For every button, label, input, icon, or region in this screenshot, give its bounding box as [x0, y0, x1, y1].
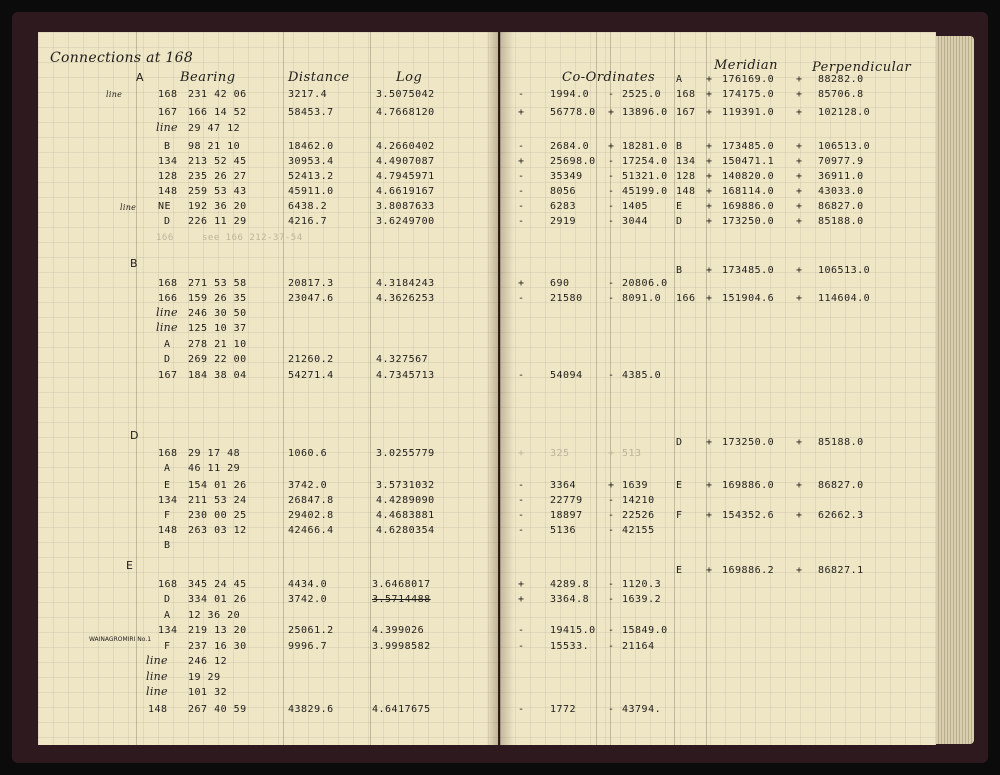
meridian-stn: E	[676, 480, 683, 491]
column-rule	[706, 32, 707, 745]
row-log: 4.7668120	[376, 107, 435, 118]
row-log: 3.9998582	[372, 641, 431, 652]
group-label: B	[130, 257, 139, 270]
coord-c2: 43794.	[622, 704, 662, 715]
coord-c1: 21580	[550, 293, 583, 304]
meridian-stn: D	[676, 437, 683, 448]
row-distance: 20817.3	[288, 278, 334, 289]
meridian-perp: 85188.0	[818, 216, 864, 227]
row-distance: 45911.0	[288, 186, 334, 197]
row-bearing: 271 53 58	[188, 278, 247, 289]
row-log: 4.4683881	[376, 510, 435, 521]
row-bearing: 235 26 27	[188, 171, 247, 182]
meridian-s2: +	[796, 141, 803, 152]
coord-s1: -	[518, 525, 525, 536]
header-log: Log	[396, 70, 423, 85]
coord-c2: 20806.0	[622, 278, 668, 289]
row-bearing: 166 14 52	[188, 107, 247, 118]
row-log: 3.6249700	[376, 216, 435, 227]
meridian-stn: E	[676, 565, 683, 576]
row-station: E	[164, 480, 171, 491]
coord-s1: -	[518, 510, 525, 521]
row-distance: 25061.2	[288, 625, 334, 636]
row-station: 134	[158, 625, 178, 636]
coord-s1: -	[518, 704, 525, 715]
row-bearing: 98 21 10	[188, 141, 241, 152]
meridian-s1: +	[706, 437, 713, 448]
header-coordinates: Co-Ordinates	[562, 70, 656, 85]
meridian-s1: +	[706, 156, 713, 167]
meridian-s1: +	[706, 107, 713, 118]
coord-s2: -	[608, 278, 615, 289]
meridian-mer: 176169.0	[722, 74, 775, 85]
row-log: 3.6468017	[372, 579, 431, 590]
meridian-mer: 169886.0	[722, 201, 775, 212]
group-label: D	[130, 429, 139, 442]
coord-c2: 8091.0	[622, 293, 662, 304]
meridian-mer: 150471.1	[722, 156, 775, 167]
coord-s2: -	[608, 370, 615, 381]
row-station: line	[146, 670, 168, 683]
coord-s2: -	[608, 704, 615, 715]
meridian-s2: +	[796, 171, 803, 182]
coord-s1: -	[518, 216, 525, 227]
row-distance: 9996.7	[288, 641, 328, 652]
row-station: 168	[158, 579, 178, 590]
row-bearing: 269 22 00	[188, 354, 247, 365]
row-station: B	[164, 141, 171, 152]
row-station: 168	[158, 448, 178, 459]
meridian-perp: 102128.0	[818, 107, 871, 118]
meridian-s2: +	[796, 216, 803, 227]
meridian-perp: 85188.0	[818, 437, 864, 448]
coord-s1: +	[518, 448, 525, 459]
meridian-s2: +	[796, 74, 803, 85]
row-station: line	[156, 306, 178, 319]
row-station: 134	[158, 495, 178, 506]
row-bearing: 101 32	[188, 687, 228, 698]
row-distance: 21260.2	[288, 354, 334, 365]
meridian-s1: +	[706, 201, 713, 212]
meridian-perp: 85706.8	[818, 89, 864, 100]
row-bearing: 246 12	[188, 656, 228, 667]
coord-s1: -	[518, 89, 525, 100]
meridian-perp: 62662.3	[818, 510, 864, 521]
coord-s2: +	[608, 107, 615, 118]
row-log: 4.7345713	[376, 370, 435, 381]
row-log: 4.6417675	[372, 704, 431, 715]
row-station: 148	[158, 186, 178, 197]
header-distance: Distance	[288, 70, 350, 85]
coord-s2: -	[608, 525, 615, 536]
coord-c2: 4385.0	[622, 370, 662, 381]
row-log: 4.7945971	[376, 171, 435, 182]
coord-c2: 45199.0	[622, 186, 668, 197]
row-distance: 6438.2	[288, 201, 328, 212]
header-meridian: Meridian	[714, 58, 778, 73]
coord-s1: -	[518, 495, 525, 506]
row-log: 4.3184243	[376, 278, 435, 289]
meridian-perp: 88282.0	[818, 74, 864, 85]
row-station: line	[156, 121, 178, 134]
coord-s2: -	[608, 625, 615, 636]
meridian-stn: B	[676, 265, 683, 276]
coord-c1: 19415.0	[550, 625, 596, 636]
coord-c2: 17254.0	[622, 156, 668, 167]
coord-c2: 1639.2	[622, 594, 662, 605]
row-bearing: 184 38 04	[188, 370, 247, 381]
coord-s1: +	[518, 156, 525, 167]
row-bearing: 278 21 10	[188, 339, 247, 350]
meridian-perp: 70977.9	[818, 156, 864, 167]
meridian-stn: 128	[676, 171, 696, 182]
coord-c2: 2525.0	[622, 89, 662, 100]
meridian-stn: E	[676, 201, 683, 212]
row-log: 3.8087633	[376, 201, 435, 212]
row-tag: line	[120, 203, 137, 212]
row-tag: line	[106, 90, 123, 99]
row-station: 166	[158, 293, 178, 304]
coord-s2: -	[608, 579, 615, 590]
row-distance: 3217.4	[288, 89, 328, 100]
row-log: 3.0255779	[376, 448, 435, 459]
meridian-s2: +	[796, 186, 803, 197]
row-bearing: 192 36 20	[188, 201, 247, 212]
row-station: A	[164, 339, 171, 350]
row-log: 4.2660402	[376, 141, 435, 152]
meridian-perp: 86827.0	[818, 201, 864, 212]
row-log: 4.6619167	[376, 186, 435, 197]
coord-c2: 13896.0	[622, 107, 668, 118]
row-bearing: 231 42 06	[188, 89, 247, 100]
row-station: B	[164, 540, 171, 551]
coord-s1: +	[518, 278, 525, 289]
row-station: A	[164, 463, 171, 474]
meridian-s1: +	[706, 265, 713, 276]
row-log: 3.5714488	[372, 594, 431, 605]
row-station: NE	[158, 201, 172, 212]
coord-s2: -	[608, 641, 615, 652]
meridian-mer: 168114.0	[722, 186, 775, 197]
meridian-s1: +	[706, 565, 713, 576]
row-distance: 54271.4	[288, 370, 334, 381]
meridian-stn: 166	[676, 293, 696, 304]
row-distance: 1060.6	[288, 448, 328, 459]
meridian-mer: 174175.0	[722, 89, 775, 100]
coord-s1: -	[518, 293, 525, 304]
coord-s1: -	[518, 201, 525, 212]
row-distance: 43829.6	[288, 704, 334, 715]
coord-s1: +	[518, 579, 525, 590]
coord-s2: -	[608, 495, 615, 506]
row-station: 168	[158, 89, 178, 100]
row-station: D	[164, 594, 171, 605]
meridian-s1: +	[706, 186, 713, 197]
row-note: see 166 212-37-54	[202, 233, 303, 243]
row-bearing: 46 11 29	[188, 463, 241, 474]
meridian-s1: +	[706, 480, 713, 491]
coord-c1: 5136	[550, 525, 577, 536]
row-distance: 30953.4	[288, 156, 334, 167]
row-bearing: 345 24 45	[188, 579, 247, 590]
meridian-stn: 148	[676, 186, 696, 197]
row-station: D	[164, 216, 171, 227]
row-station: 148	[158, 525, 178, 536]
column-rule	[370, 32, 371, 745]
row-bearing: 230 00 25	[188, 510, 247, 521]
meridian-s2: +	[796, 510, 803, 521]
column-rule	[674, 32, 675, 745]
coord-s2: -	[608, 186, 615, 197]
coord-c1: 56778.0	[550, 107, 596, 118]
coord-c1: 25698.0	[550, 156, 596, 167]
row-log: 3.5075042	[376, 89, 435, 100]
meridian-mer: 173250.0	[722, 216, 775, 227]
row-station: F	[164, 510, 171, 521]
meridian-stn: 167	[676, 107, 696, 118]
row-station: line	[146, 685, 168, 698]
coord-c1: 2684.0	[550, 141, 590, 152]
row-log: 4.399026	[372, 625, 425, 636]
meridian-stn: D	[676, 216, 683, 227]
meridian-perp: 106513.0	[818, 265, 871, 276]
coord-c1: 35349	[550, 171, 583, 182]
meridian-stn: 134	[676, 156, 696, 167]
row-station: 134	[158, 156, 178, 167]
coord-s2: -	[608, 293, 615, 304]
coord-s1: +	[518, 594, 525, 605]
coord-s2: -	[608, 171, 615, 182]
row-log: 4.4907087	[376, 156, 435, 167]
meridian-s2: +	[796, 480, 803, 491]
row-log: 4.327567	[376, 354, 429, 365]
meridian-s2: +	[796, 265, 803, 276]
row-bearing: 29 17 48	[188, 448, 241, 459]
row-distance: 3742.0	[288, 594, 328, 605]
meridian-s2: +	[796, 201, 803, 212]
row-bearing: 159 26 35	[188, 293, 247, 304]
row-log: 4.6280354	[376, 525, 435, 536]
meridian-s2: +	[796, 293, 803, 304]
coord-s1: -	[518, 186, 525, 197]
coord-c2: 1120.3	[622, 579, 662, 590]
column-rule	[283, 32, 284, 745]
coord-s1: -	[518, 641, 525, 652]
coord-c1: 22779	[550, 495, 583, 506]
coord-c1: 1994.0	[550, 89, 590, 100]
row-station: 166	[156, 233, 174, 243]
row-station: line	[146, 654, 168, 667]
row-distance: 23047.6	[288, 293, 334, 304]
row-bearing: 246 30 50	[188, 308, 247, 319]
right-page	[500, 32, 936, 745]
coord-c1: 15533.	[550, 641, 590, 652]
coord-s2: +	[608, 480, 615, 491]
meridian-s2: +	[796, 156, 803, 167]
coord-c2: 22526	[622, 510, 655, 521]
coord-c1: 3364	[550, 480, 577, 491]
meridian-s1: +	[706, 141, 713, 152]
row-distance: 42466.4	[288, 525, 334, 536]
row-distance: 3742.0	[288, 480, 328, 491]
meridian-s1: +	[706, 293, 713, 304]
row-distance: 4216.7	[288, 216, 328, 227]
coord-c1: 3364.8	[550, 594, 590, 605]
row-distance: 26847.8	[288, 495, 334, 506]
row-log: 4.4289090	[376, 495, 435, 506]
row-station: D	[164, 354, 171, 365]
row-distance: 58453.7	[288, 107, 334, 118]
meridian-mer: 140820.0	[722, 171, 775, 182]
station-note: WAINAGROMIRI No.1	[88, 636, 152, 643]
row-log: 4.3626253	[376, 293, 435, 304]
coord-s2: -	[608, 89, 615, 100]
row-station: 128	[158, 171, 178, 182]
coord-s2: -	[608, 201, 615, 212]
row-bearing: 237 16 30	[188, 641, 247, 652]
meridian-perp: 86827.0	[818, 480, 864, 491]
coord-c1: 6283	[550, 201, 577, 212]
row-bearing: 154 01 26	[188, 480, 247, 491]
row-bearing: 12 36 20	[188, 610, 241, 621]
row-distance: 4434.0	[288, 579, 328, 590]
meridian-stn: A	[676, 74, 683, 85]
coord-c2: 42155	[622, 525, 655, 536]
meridian-perp: 106513.0	[818, 141, 871, 152]
group-label: E	[126, 559, 134, 572]
coord-c1: 690	[550, 278, 570, 289]
coord-c1: 4289.8	[550, 579, 590, 590]
row-bearing: 19 29	[188, 672, 221, 683]
book-gutter	[486, 32, 514, 745]
meridian-perp: 86827.1	[818, 565, 864, 576]
meridian-stn: F	[676, 510, 683, 521]
left-page	[38, 32, 498, 745]
coord-s1: -	[518, 625, 525, 636]
coord-c2: 1405	[622, 201, 649, 212]
group-label: A	[136, 71, 145, 84]
coord-s2: -	[608, 510, 615, 521]
meridian-mer: 173250.0	[722, 437, 775, 448]
meridian-mer: 151904.6	[722, 293, 775, 304]
coord-s1: -	[518, 171, 525, 182]
row-station: F	[164, 641, 171, 652]
meridian-mer: 119391.0	[722, 107, 775, 118]
coord-c2: 15849.0	[622, 625, 668, 636]
row-bearing: 211 53 24	[188, 495, 247, 506]
row-log: 3.5731032	[376, 480, 435, 491]
meridian-perp: 36911.0	[818, 171, 864, 182]
row-bearing: 226 11 29	[188, 216, 247, 227]
row-bearing: 334 01 26	[188, 594, 247, 605]
coord-s1: +	[518, 107, 525, 118]
meridian-mer: 169886.2	[722, 565, 775, 576]
coord-s1: -	[518, 141, 525, 152]
row-bearing: 263 03 12	[188, 525, 247, 536]
row-distance: 29402.8	[288, 510, 334, 521]
coord-c1: 8056	[550, 186, 577, 197]
meridian-s2: +	[796, 89, 803, 100]
row-station: 167	[158, 107, 178, 118]
page-title: Connections at 168	[50, 50, 194, 66]
meridian-stn: B	[676, 141, 683, 152]
row-distance: 52413.2	[288, 171, 334, 182]
coord-s2: +	[608, 448, 615, 459]
coord-s2: -	[608, 594, 615, 605]
coord-c1: 18897	[550, 510, 583, 521]
meridian-mer: 173485.0	[722, 265, 775, 276]
coord-c2: 513	[622, 448, 642, 459]
meridian-s1: +	[706, 89, 713, 100]
meridian-perp: 114604.0	[818, 293, 871, 304]
coord-c1: 325	[550, 448, 570, 459]
meridian-mer: 169886.0	[722, 480, 775, 491]
meridian-s1: +	[706, 216, 713, 227]
coord-c2: 3044	[622, 216, 649, 227]
coord-c2: 51321.0	[622, 171, 668, 182]
meridian-s2: +	[796, 565, 803, 576]
row-station: 167	[158, 370, 178, 381]
coord-s2: +	[608, 141, 615, 152]
column-rule	[596, 32, 597, 745]
coord-c2: 21164	[622, 641, 655, 652]
meridian-stn: 168	[676, 89, 696, 100]
row-station: A	[164, 610, 171, 621]
meridian-mer: 154352.6	[722, 510, 775, 521]
coord-c1: 2919	[550, 216, 577, 227]
coord-c2: 18281.0	[622, 141, 668, 152]
coord-c1: 1772	[550, 704, 577, 715]
meridian-s1: +	[706, 171, 713, 182]
row-bearing: 259 53 43	[188, 186, 247, 197]
page-edges	[936, 36, 974, 744]
meridian-perp: 43033.0	[818, 186, 864, 197]
coord-s2: -	[608, 216, 615, 227]
row-bearing: 267 40 59	[188, 704, 247, 715]
row-bearing: 125 10 37	[188, 323, 247, 334]
row-bearing: 213 52 45	[188, 156, 247, 167]
row-station: line	[156, 321, 178, 334]
meridian-mer: 173485.0	[722, 141, 775, 152]
column-rule	[610, 32, 611, 745]
meridian-s2: +	[796, 437, 803, 448]
coord-c2: 14210	[622, 495, 655, 506]
header-perpendicular: Perpendicular	[812, 60, 912, 75]
row-bearing: 219 13 20	[188, 625, 247, 636]
row-bearing: 29 47 12	[188, 123, 241, 134]
meridian-s2: +	[796, 107, 803, 118]
coord-c1: 54094	[550, 370, 583, 381]
row-station: 168	[158, 278, 178, 289]
row-station: 148	[148, 704, 168, 715]
coord-s2: -	[608, 156, 615, 167]
meridian-s1: +	[706, 74, 713, 85]
coord-c2: 1639	[622, 480, 649, 491]
coord-s1: -	[518, 370, 525, 381]
header-bearing: Bearing	[180, 70, 236, 85]
coord-s1: -	[518, 480, 525, 491]
row-distance: 18462.0	[288, 141, 334, 152]
meridian-s1: +	[706, 510, 713, 521]
